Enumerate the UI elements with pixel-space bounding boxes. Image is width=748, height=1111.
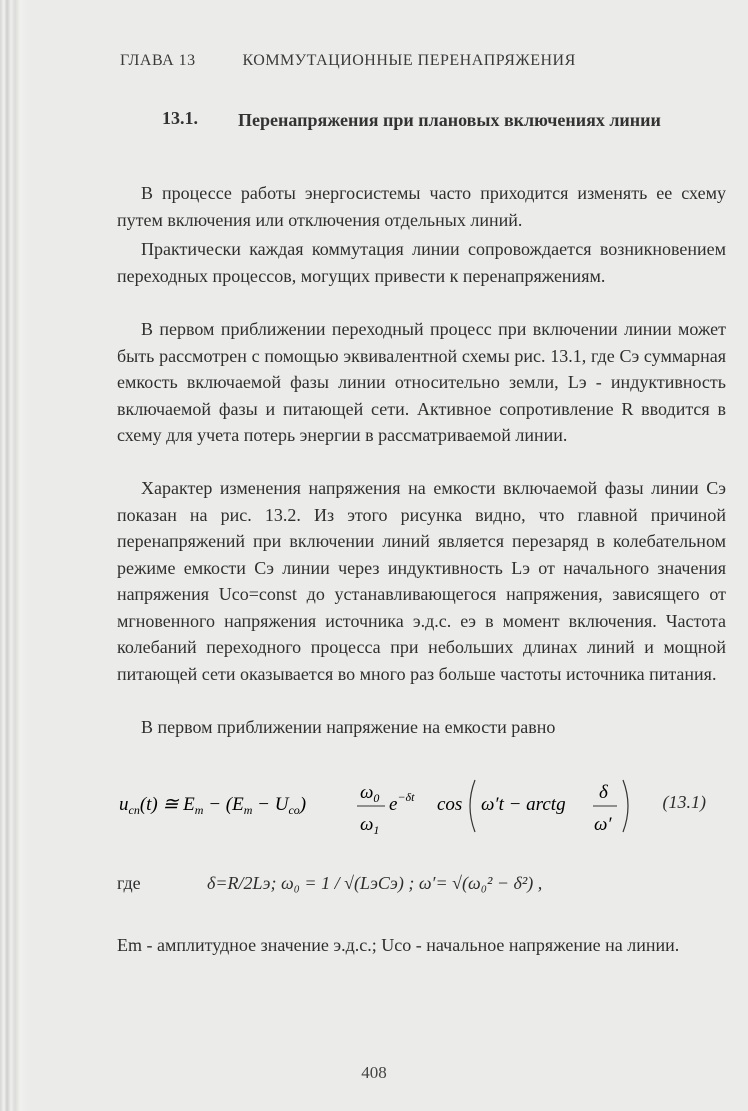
running-header: [120, 52, 576, 70]
where-label: где: [117, 873, 141, 893]
notes-paragraph: Em - амплитудное значение э.д.с.; Uco - начальное напряжение на линии.: [117, 935, 680, 955]
paragraph-3: В первом приближении переходный процесс при включении линии может быть рассмотрен с помощью эквивалентной схемы рис. 13.1, где Cэ суммарная емкость включаемой фазы линии относительно земли, Lэ - индуктивность включаемой фазы и питающей сети. Активное сопротивление R вводится в схему для учета потерь энергии в рассматриваемой линии.: [117, 319, 726, 445]
chapter-label: ГЛАВА 13: [120, 52, 196, 69]
right-paren: [623, 780, 628, 832]
equation-number: (13.1): [662, 792, 706, 812]
formula-13-1: [117, 770, 726, 840]
page-number: 408: [361, 1063, 387, 1082]
cos-argument: ω′t − arctg: [481, 794, 566, 815]
section-number: 13.1.: [162, 108, 198, 128]
fraction-numerator: $\omega_0$: [360, 782, 380, 805]
exponential: $e^{-\delta t}$: [389, 790, 415, 815]
where-definitions: δ=R/2Lэ; ω₀ = 1 / √(LэCэ) ; ω′= √(ω₀² − δ²) ,: [207, 873, 543, 893]
formula-lhs: $u_{cn}(t)$ ≅ $E_m - (E_m - U_{co})$: [119, 794, 307, 817]
paragraph-5: В первом приближении напряжение на емкости равно: [141, 717, 556, 737]
chapter-title: КОММУТАЦИОННЫЕ ПЕРЕНАПРЯЖЕНИЯ: [242, 52, 576, 69]
section-title: Перенапряжения при плановых включениях линии: [238, 110, 661, 130]
paragraph-4: Характер изменения напряжения на емкости включаемой фазы линии Cэ показан на рис. 13.2. Из этого рисунка видно, что главной причиной перенапряжений при включении линий является перезаряд в колебательном режиме емкости Cэ линии через индуктивность Lэ от начального значения напряжения Uco=const до устанавливающегося напряжения, зависящего от мгновенного напряжения источника э.д.с. eэ в момент включения. Частота колебаний переходного процесса при небольших длинах линий и мощной питающей сети оказывается во много раз больше частоты источника питания.: [117, 478, 726, 684]
omega-denominator: ω′: [594, 814, 612, 835]
fraction-denominator: $\omega_1$: [360, 814, 380, 837]
delta-numerator: δ: [599, 782, 608, 803]
cos-function: cos: [437, 794, 463, 815]
left-paren: [470, 780, 475, 832]
paragraph-1: В процессе работы энергосистемы часто приходится изменять ее схему путем включения или отключения отдельных линий.: [117, 183, 726, 230]
paragraph-2: Практически каждая коммутация линии сопровождается возникновением переходных процессов, могущих привести к перенапряжениям.: [117, 239, 726, 286]
formula-svg: [117, 770, 637, 840]
